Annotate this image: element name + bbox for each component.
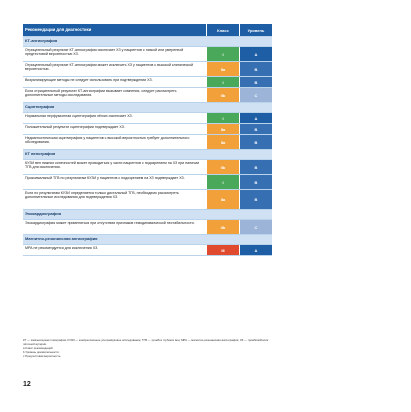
section-title: Магнитно-резонансная ангиография: [25, 236, 98, 242]
footnotes: [23, 338, 272, 358]
section-title: КТ венография: [25, 151, 56, 157]
header-class: Класс: [206, 24, 239, 36]
level-badge: C: [239, 88, 272, 102]
class-badge: I: [206, 113, 239, 123]
class-badge: IIa: [206, 190, 239, 209]
header-level: Уровень: [239, 24, 272, 36]
class-badge: IIa: [206, 135, 239, 149]
header-recommendation: Рекомендации для диагностики: [25, 26, 92, 32]
table-section-row: [23, 150, 272, 160]
recommendation-text: Недиагностическая сцинтиграфия у пациентов с высокой вероятностью требует дополнительного обследования.: [25, 136, 190, 145]
table-section-row: [23, 235, 272, 245]
recommendation-text: Эхокардиография может применяться при отсутствии признаков гемодинамической нестабильности.: [25, 221, 195, 225]
class-badge: IIb: [206, 160, 239, 174]
recommendation-text: Если отрицательный результат КТ-ангиографии вызывает сомнения, следует рассмотреть дополнительные методы исследования.: [25, 89, 177, 98]
table-row: [23, 77, 272, 88]
table-row: [23, 160, 272, 175]
table-row: [23, 245, 272, 256]
recommendation-text: Отрицательный результат КТ-ангиографии исключает ХЗ у пациентов с низкой или умеренной предтестовой вероятностью ХЗ.: [25, 48, 184, 57]
level-badge: A: [239, 113, 272, 123]
class-badge: I: [206, 47, 239, 61]
table-row: [23, 62, 272, 77]
level-badge: B: [239, 175, 272, 189]
level-badge: B: [239, 190, 272, 209]
footnote: c Предтестовая вероятность.: [23, 354, 62, 358]
recommendation-text: Если по результатам КУЗИ определяется только дистальный ТГВ, необходимо рассмотреть дополнительные исследования для подтверждения ХЗ.: [25, 191, 179, 200]
recommendation-text: Визуализирующие методы не следует использовать при подтверждении ХЗ.: [25, 78, 153, 82]
table-row: [23, 124, 272, 135]
recommendation-text: Положительный результат сцинтиграфии подтверждает ХЗ.: [25, 125, 125, 129]
class-badge: I: [206, 175, 239, 189]
table-section-row: [23, 103, 272, 113]
class-badge: IIa: [206, 124, 239, 134]
footnote: КТ — компьютерная томография; КУЗИ — компрессионное ультразвуковое исследование; ТГВ — тромбоз глубоких вен; МРА — магнитно-резонансная ангиография; ХЗ — тромбоэмболия лёгочной артерии.: [23, 338, 269, 346]
class-badge: IIb: [206, 88, 239, 102]
class-badge: III: [206, 245, 239, 255]
recommendation-text: Проксимальный ТГВ по результатам КУЗИ у пациентов с подозрением на ХЗ подтверждает ХЗ.: [25, 176, 185, 180]
section-title: Эхокардиография: [25, 211, 62, 217]
level-badge: C: [239, 220, 272, 234]
page-number: 12: [23, 381, 31, 388]
recommendation-text: Нормальная перфузионная сцинтиграфия лёгких исключает ХЗ.: [25, 114, 133, 118]
table-row: [23, 113, 272, 124]
level-badge: A: [239, 245, 272, 255]
table-row: [23, 47, 272, 62]
level-badge: B: [239, 160, 272, 174]
class-badge: IIb: [206, 220, 239, 234]
level-badge: B: [239, 135, 272, 149]
table-row: [23, 135, 272, 150]
class-badge: IIa: [206, 62, 239, 76]
table-section-row: [23, 210, 272, 220]
table-row: [23, 190, 272, 210]
level-badge: B: [239, 77, 272, 87]
table-header: [23, 24, 272, 37]
footnote: а Класс рекомендаций.: [23, 346, 54, 350]
footnote: b Уровень доказательности.: [23, 350, 60, 354]
table-row: [23, 175, 272, 190]
table-row: [23, 88, 272, 103]
table-body: [23, 37, 272, 256]
table-section-row: [23, 37, 272, 47]
section-title: КТ-ангиография: [25, 38, 58, 44]
level-badge: B: [239, 62, 272, 76]
level-badge: B: [239, 124, 272, 134]
class-badge: I: [206, 77, 239, 87]
recommendation-text: КУЗИ вен нижних конечностей может проводиться у части пациентов с подозрением на ХЗ при наличии ТГВ для исключения.: [25, 161, 200, 170]
recommendation-text: Отрицательный результат КТ-ангиографии может исключить ХЗ у пациентов с высокой клинической вероятностью.: [25, 63, 194, 72]
level-badge: A: [239, 47, 272, 61]
table-row: [23, 220, 272, 235]
recommendation-text: МРА не рекомендуется для исключения ХЗ.: [25, 246, 99, 250]
recommendations-table: [23, 24, 272, 256]
section-title: Сцинтиграфия: [25, 104, 55, 110]
